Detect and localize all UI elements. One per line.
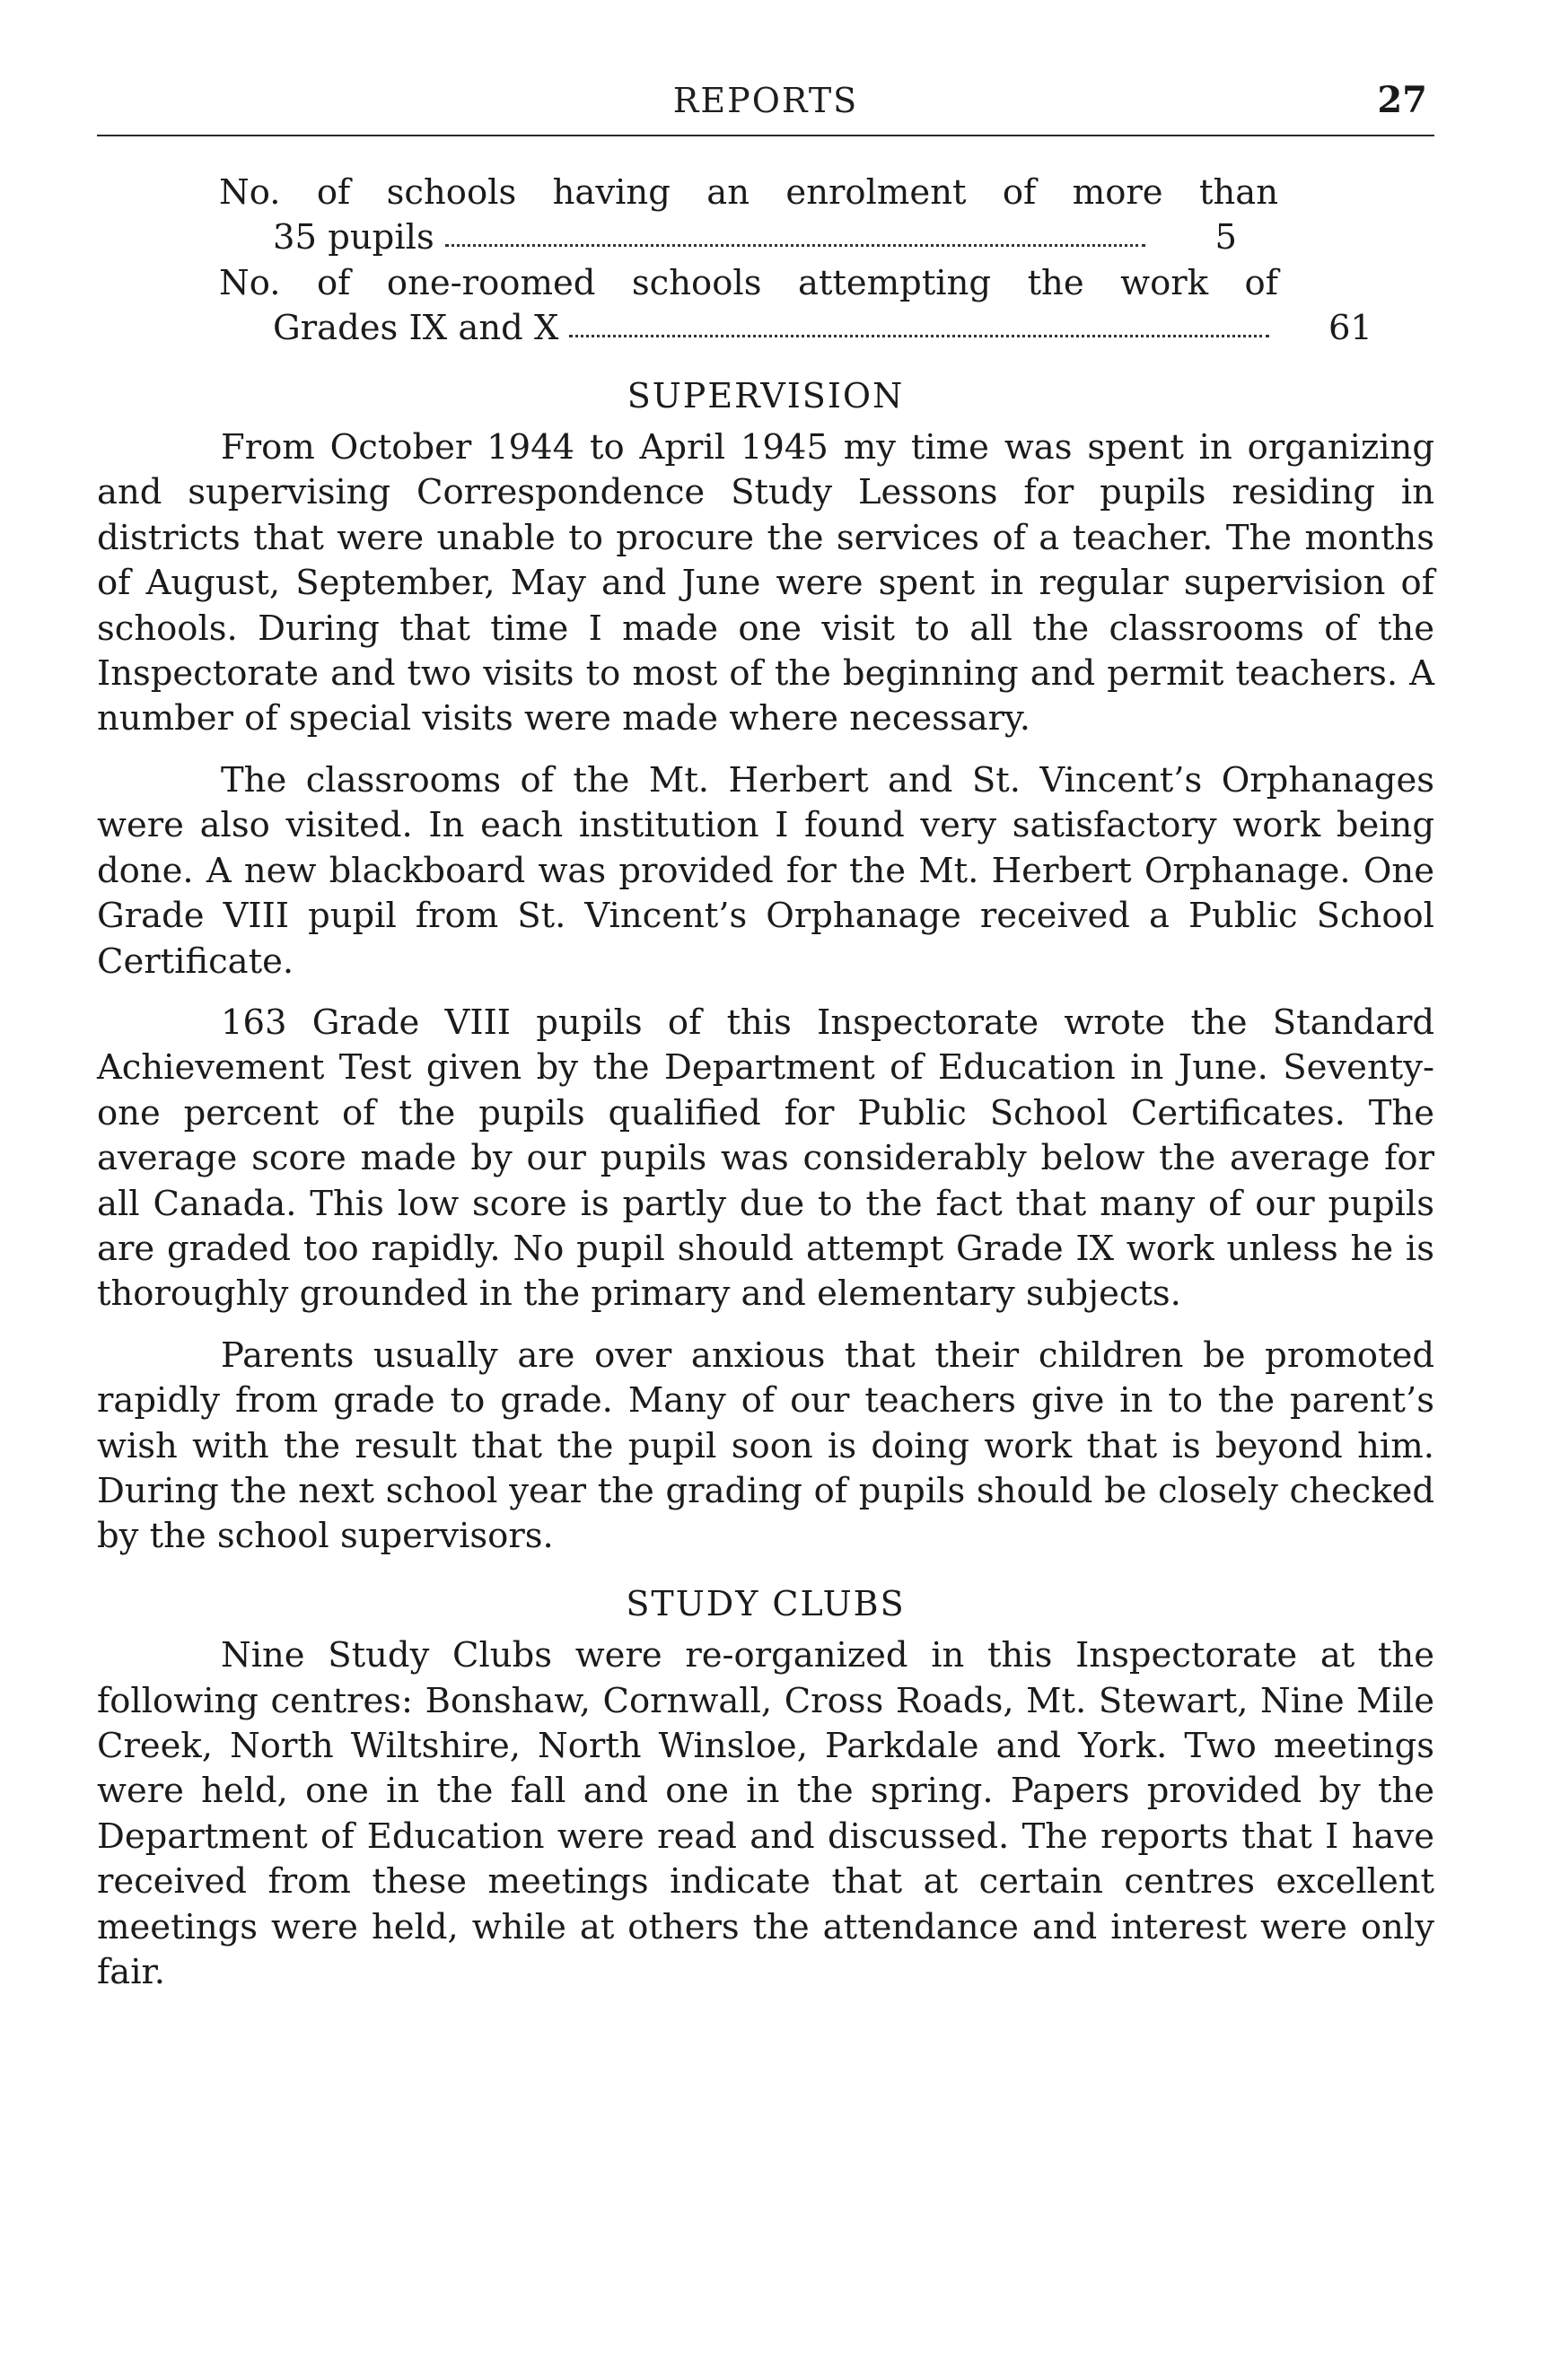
paragraph: From October 1944 to April 1945 my time was spent in organizing and supervising Correspondence Study Lessons for pupils residing in districts that were unable to procure the services of a teacher. The months of August, September, May and June were spent in regular supervision of schools. During that time I made one visit to all the classrooms of the Inspectorate and two visits to most of the beginning and permit teachers. A number of special visits were made where necessary. bbox=[97, 427, 1434, 739]
stat-value: 61 bbox=[1328, 308, 1372, 349]
dot-leader bbox=[445, 244, 1145, 247]
stat-label-line: No. of one-roomed schools attempting the work of bbox=[219, 262, 1278, 303]
statistics-list bbox=[219, 171, 1458, 352]
stat-value: 5 bbox=[1214, 217, 1237, 258]
section-heading-study-clubs: STUDY CLUBS bbox=[626, 1583, 906, 1623]
stat-label-tail: Grades IX and X bbox=[273, 308, 559, 349]
running-head: REPORTS bbox=[672, 81, 859, 120]
stat-item-one-roomed-schools bbox=[219, 261, 1458, 352]
paragraph: 163 Grade VIII pupils of this Inspectorate wrote the Standard Achievement Test given by the Department of Education in June. Seventy-one percent of the pupils qualified for Public School Certificates. The average score made by our pupils was considerably below the average for all Canada. This low score is partly due to the fact that many of our pupils are graded too rapidly. No pupil should attempt Grade IX work unless he is thoroughly grounded in the primary and elementary subjects. bbox=[97, 1002, 1434, 1315]
stat-label-continuation bbox=[219, 215, 1458, 260]
stat-label-continuation bbox=[219, 306, 1458, 351]
dot-leader bbox=[569, 335, 1269, 337]
section-heading-supervision: SUPERVISION bbox=[627, 375, 905, 416]
page-content bbox=[97, 171, 1434, 2011]
stat-item-large-schools bbox=[219, 171, 1458, 261]
paragraph: Parents usually are over anxious that their children be promoted rapidly from grade to grade. Many of our teachers give in to the parent’s wish with the result that the pupil soon is doing work that is beyond him. During the next school year the grading of pupils should be closely checked by the school supervisors. bbox=[97, 1334, 1434, 1557]
paragraph: The classrooms of the Mt. Herbert and St. Vincent’s Orphanages were also visited. In each institution I found very satisfactory work being done. A new blackboard was provided for the Mt. Herbert Orphanage. One Grade VIII pupil from St. Vincent’s Orphanage received a Public School Certificate. bbox=[97, 759, 1434, 982]
stat-label-tail: 35 pupils bbox=[273, 217, 434, 258]
paragraph: Nine Study Clubs were re-organized in this Inspectorate at the following centres: Bonshaw, Cornwall, Cross Roads, Mt. Stewart, Nine Mile Creek, North Wiltshire, North Winsloe, Parkdale and York. Two meetings were held, one in the fall and one in the spring. Papers provided by the Department of Education were read and discussed. The reports that I have received from these meetings indicate that at certain centres excellent meetings were held, while at others the attendance and interest were only fair. bbox=[97, 1635, 1434, 1993]
stat-label-line: No. of schools having an enrolment of more than bbox=[219, 172, 1278, 213]
page-header bbox=[97, 72, 1434, 136]
page-number: 27 bbox=[1377, 79, 1427, 121]
